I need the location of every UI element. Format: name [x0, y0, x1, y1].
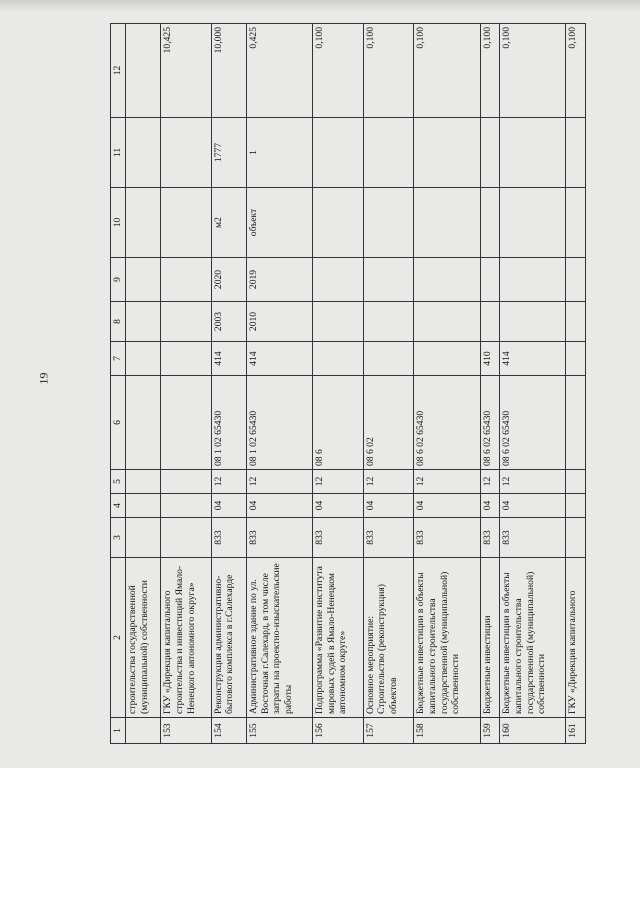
table-row: [161, 24, 212, 744]
cell-pr: 12: [480, 470, 500, 494]
header-cell-4: 4: [111, 494, 126, 518]
cell-start: [313, 302, 364, 342]
header-cell-6: 6: [111, 376, 126, 470]
cell-num: 153: [161, 718, 212, 744]
cell-rz: 04: [414, 494, 480, 518]
cell-gr: 833: [500, 518, 566, 558]
cell-csr: 08 6 02 65430: [480, 376, 500, 470]
cell-start: 2003: [211, 302, 246, 342]
cell-rz: [126, 494, 161, 518]
budget-table: [110, 23, 586, 744]
cell-qty: [480, 118, 500, 188]
cell-start: [566, 302, 586, 342]
cell-vr: [161, 342, 212, 376]
cell-csr: 08 6 02 65430: [414, 376, 480, 470]
cell-qty: [414, 118, 480, 188]
cell-name: строительства государственной (муниципальной) собственности: [126, 558, 161, 718]
header-cell-1: 1: [111, 718, 126, 744]
cell-end: [161, 258, 212, 302]
cell-amount: 0,100: [566, 24, 586, 118]
cell-num: 161: [566, 718, 586, 744]
cell-gr: 833: [480, 518, 500, 558]
cell-name: ГКУ «Дирекция капитального строительства и инвестиций Ямало-Ненецкого автономного округа»: [161, 558, 212, 718]
cell-gr: 833: [246, 518, 312, 558]
cell-start: [480, 302, 500, 342]
cell-pr: 12: [414, 470, 480, 494]
cell-vr: 414: [211, 342, 246, 376]
cell-vr: [566, 342, 586, 376]
cell-unit: [126, 188, 161, 258]
cell-vr: [414, 342, 480, 376]
cell-num: 158: [414, 718, 480, 744]
cell-start: [161, 302, 212, 342]
header-cell-3: 3: [111, 518, 126, 558]
header-cell-7: 7: [111, 342, 126, 376]
cell-name: Реконструкция административно-бытового комплекса в г.Салехарде: [211, 558, 246, 718]
cell-name: Бюджетные инвестиции: [480, 558, 500, 718]
cell-name: Бюджетные инвестиции в объекты капитального строительства государственной (муниципальной) собственности: [500, 558, 566, 718]
cell-unit: [363, 188, 414, 258]
cell-gr: [566, 518, 586, 558]
cell-end: [480, 258, 500, 302]
cell-unit: [500, 188, 566, 258]
cell-pr: 12: [363, 470, 414, 494]
cell-qty: [500, 118, 566, 188]
header-cell-11: 11: [111, 118, 126, 188]
page-number: 19: [36, 372, 51, 385]
cell-gr: [161, 518, 212, 558]
cell-name: Подпрограмма «Развитие института мировых судей в Ямало-Ненецком автономном округе»: [313, 558, 364, 718]
cell-start: [414, 302, 480, 342]
cell-end: [313, 258, 364, 302]
cell-amount: 10,425: [161, 24, 212, 118]
cell-pr: [161, 470, 212, 494]
cell-name: Основное мероприятие: Строительство (реконструкция) объектов: [363, 558, 414, 718]
cell-vr: 414: [246, 342, 312, 376]
cell-csr: 08 1 02 65430: [246, 376, 312, 470]
cell-pr: [566, 470, 586, 494]
cell-qty: [363, 118, 414, 188]
table-row: [211, 24, 246, 744]
cell-pr: [126, 470, 161, 494]
cell-end: [566, 258, 586, 302]
cell-vr: [313, 342, 364, 376]
table-row: [414, 24, 480, 744]
cell-unit: [480, 188, 500, 258]
cell-csr: [161, 376, 212, 470]
cell-gr: [126, 518, 161, 558]
cell-gr: 833: [313, 518, 364, 558]
cell-vr: [363, 342, 414, 376]
cell-qty: [161, 118, 212, 188]
header-cell-12: 12: [111, 24, 126, 118]
cell-unit: [313, 188, 364, 258]
cell-rz: 04: [480, 494, 500, 518]
header-cell-8: 8: [111, 302, 126, 342]
cell-end: [126, 258, 161, 302]
cell-amount: 0,100: [414, 24, 480, 118]
cell-num: 160: [500, 718, 566, 744]
cell-num: 159: [480, 718, 500, 744]
cell-unit: [161, 188, 212, 258]
header-cell-5: 5: [111, 470, 126, 494]
cell-amount: 0,100: [500, 24, 566, 118]
cell-qty: 1777: [211, 118, 246, 188]
cell-pr: 12: [313, 470, 364, 494]
cell-rz: 04: [363, 494, 414, 518]
cell-num: [126, 718, 161, 744]
cell-rz: [566, 494, 586, 518]
cell-unit: объект: [246, 188, 312, 258]
cell-num: 156: [313, 718, 364, 744]
cell-csr: 08 6: [313, 376, 364, 470]
cell-pr: 12: [500, 470, 566, 494]
table-row: [500, 24, 566, 744]
cell-amount: 0,100: [480, 24, 500, 118]
header-row: [111, 24, 126, 744]
cell-name: ГКУ «Дирекция капитального: [566, 558, 586, 718]
cell-num: 157: [363, 718, 414, 744]
cell-end: [500, 258, 566, 302]
cell-unit: м2: [211, 188, 246, 258]
cell-csr: [126, 376, 161, 470]
cell-gr: 833: [414, 518, 480, 558]
scan-edge-shadow: [0, 0, 640, 12]
cell-csr: 08 6 02 65430: [500, 376, 566, 470]
cell-rz: 04: [211, 494, 246, 518]
header-cell-2: 2: [111, 558, 126, 718]
cell-gr: 833: [211, 518, 246, 558]
cell-start: [500, 302, 566, 342]
cell-start: 2010: [246, 302, 312, 342]
cell-qty: [126, 118, 161, 188]
cell-qty: [313, 118, 364, 188]
cell-amount: 0,100: [363, 24, 414, 118]
cell-unit: [414, 188, 480, 258]
cell-csr: [566, 376, 586, 470]
table-row: [363, 24, 414, 744]
cell-csr: 08 6 02: [363, 376, 414, 470]
cell-rz: 04: [313, 494, 364, 518]
cell-qty: [566, 118, 586, 188]
cell-vr: 414: [500, 342, 566, 376]
table-row: [480, 24, 500, 744]
header-cell-10: 10: [111, 188, 126, 258]
cell-amount: 0,100: [313, 24, 364, 118]
table-body: [111, 24, 586, 744]
table-row: [246, 24, 312, 744]
cell-qty: 1: [246, 118, 312, 188]
cell-name: Бюджетные инвестиции в объекты капитального строительства государственной (муниципальной) собственности: [414, 558, 480, 718]
cell-rz: 04: [246, 494, 312, 518]
cell-start: [126, 302, 161, 342]
cell-pr: 12: [211, 470, 246, 494]
header-cell-9: 9: [111, 258, 126, 302]
cell-end: [363, 258, 414, 302]
cell-vr: [126, 342, 161, 376]
cell-amount: 10,000: [211, 24, 246, 118]
cell-end: 2020: [211, 258, 246, 302]
cell-end: 2019: [246, 258, 312, 302]
cell-amount: 0,425: [246, 24, 312, 118]
cell-gr: 833: [363, 518, 414, 558]
cell-rz: 04: [500, 494, 566, 518]
cell-vr: 410: [480, 342, 500, 376]
cell-csr: 08 1 02 65430: [211, 376, 246, 470]
cell-unit: [566, 188, 586, 258]
cell-name: Административное здание по ул. Восточная г.Салехард, в том числе затраты на проектно-изыскательские работы: [246, 558, 312, 718]
cell-end: [414, 258, 480, 302]
cell-start: [363, 302, 414, 342]
cell-amount: [126, 24, 161, 118]
table-row: [126, 24, 161, 744]
cell-pr: 12: [246, 470, 312, 494]
table-row: [566, 24, 586, 744]
cell-num: 154: [211, 718, 246, 744]
table-row: [313, 24, 364, 744]
rotated-table-container: [110, 24, 586, 744]
cell-num: 155: [246, 718, 312, 744]
cell-rz: [161, 494, 212, 518]
